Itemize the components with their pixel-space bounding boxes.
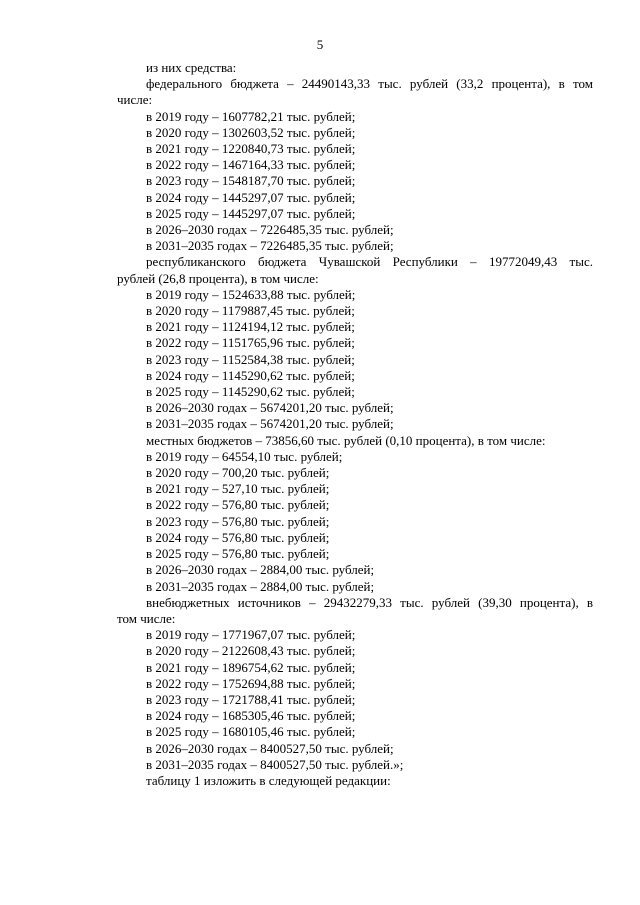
- extrabudget-year-line: в 2025 году – 1680105,46 тыс. рублей;: [146, 724, 356, 740]
- local-year-line: в 2025 году – 576,80 тыс. рублей;: [146, 546, 330, 562]
- republican-year-line: в 2023 году – 1152584,38 тыс. рублей;: [146, 351, 355, 367]
- republican-year-line: в 2025 году – 1145290,62 тыс. рублей;: [146, 384, 355, 400]
- federal-year-line: в 2024 году – 1445297,07 тыс. рублей;: [146, 189, 356, 205]
- republican-year-line: в 2026–2030 годах – 5674201,20 тыс. рублей;: [146, 400, 394, 416]
- republican-heading-line: республиканского бюджета Чувашской Республики – 19772049,43 тыс.: [146, 254, 593, 270]
- federal-heading-continuation: числе:: [117, 92, 153, 108]
- intro-line: из них средства:: [146, 60, 237, 75]
- document-body: [117, 60, 593, 789]
- republican-year-line: в 2024 году – 1145290,62 тыс. рублей;: [146, 367, 355, 383]
- local-year-line: в 2026–2030 годах – 2884,00 тыс. рублей;: [146, 562, 375, 578]
- extrabudget-year-line: в 2026–2030 годах – 8400527,50 тыс. рублей;: [146, 740, 394, 756]
- federal-year-line: в 2022 году – 1467164,33 тыс. рублей;: [146, 157, 356, 173]
- extrabudget-year-line: в 2019 году – 1771967,07 тыс. рублей;: [146, 627, 356, 643]
- republican-year-line: в 2021 году – 1124194,12 тыс. рублей;: [146, 319, 355, 335]
- federal-year-line: в 2023 году – 1548187,70 тыс. рублей;: [146, 173, 356, 189]
- local-year-line: в 2031–2035 годах – 2884,00 тыс. рублей;: [146, 578, 375, 594]
- republican-year-line: в 2020 году – 1179887,45 тыс. рублей;: [146, 303, 355, 319]
- local-heading-line: местных бюджетов – 73856,60 тыс. рублей (0,10 процента), в том числе:: [146, 432, 546, 448]
- republican-year-line: в 2019 году – 1524633,88 тыс. рублей;: [146, 286, 356, 302]
- extrabudget-year-line: в 2022 году – 1752694,88 тыс. рублей;: [146, 675, 356, 691]
- local-year-line: в 2022 году – 576,80 тыс. рублей;: [146, 497, 330, 513]
- local-year-line: в 2021 году – 527,10 тыс. рублей;: [146, 481, 330, 497]
- federal-year-line: в 2031–2035 годах – 7226485,35 тыс. рублей;: [146, 238, 394, 254]
- local-year-line: в 2019 году – 64554,10 тыс. рублей;: [146, 448, 343, 464]
- closing-line: таблицу 1 изложить в следующей редакции:: [146, 772, 391, 788]
- republican-year-line: в 2022 году – 1151765,96 тыс. рублей;: [146, 335, 355, 351]
- republican-year-line: в 2031–2035 годах – 5674201,20 тыс. рублей;: [146, 416, 394, 432]
- extrabudget-year-line: в 2031–2035 годах – 8400527,50 тыс. рублей.»;: [146, 756, 404, 772]
- extrabudget-year-line: в 2020 году – 2122608,43 тыс. рублей;: [146, 643, 356, 659]
- federal-year-line: в 2019 году – 1607782,21 тыс. рублей;: [146, 108, 356, 124]
- federal-year-line: в 2026–2030 годах – 7226485,35 тыс. рублей;: [146, 222, 394, 238]
- federal-year-line: в 2021 году – 1220840,73 тыс. рублей;: [146, 141, 356, 157]
- extrabudget-heading-line: внебюджетных источников – 29432279,33 тыс. рублей (39,30 процента), в: [146, 594, 593, 610]
- republican-heading-continuation: рублей (26,8 процента), в том числе:: [117, 270, 319, 286]
- local-year-line: в 2024 году – 576,80 тыс. рублей;: [146, 529, 330, 545]
- extrabudget-heading-continuation: том числе:: [117, 610, 176, 626]
- extrabudget-year-line: в 2024 году – 1685305,46 тыс. рублей;: [146, 708, 356, 724]
- page-number: 5: [316, 37, 324, 52]
- federal-heading-line: федерального бюджета – 24490143,33 тыс. рублей (33,2 процента), в том: [146, 76, 593, 92]
- local-year-line: в 2020 году – 700,20 тыс. рублей;: [146, 465, 330, 481]
- extrabudget-year-line: в 2021 году – 1896754,62 тыс. рублей;: [146, 659, 356, 675]
- federal-year-line: в 2025 году – 1445297,07 тыс. рублей;: [146, 205, 356, 221]
- local-year-line: в 2023 году – 576,80 тыс. рублей;: [146, 513, 330, 529]
- federal-year-line: в 2020 году – 1302603,52 тыс. рублей;: [146, 124, 356, 140]
- extrabudget-year-line: в 2023 году – 1721788,41 тыс. рублей;: [146, 691, 356, 707]
